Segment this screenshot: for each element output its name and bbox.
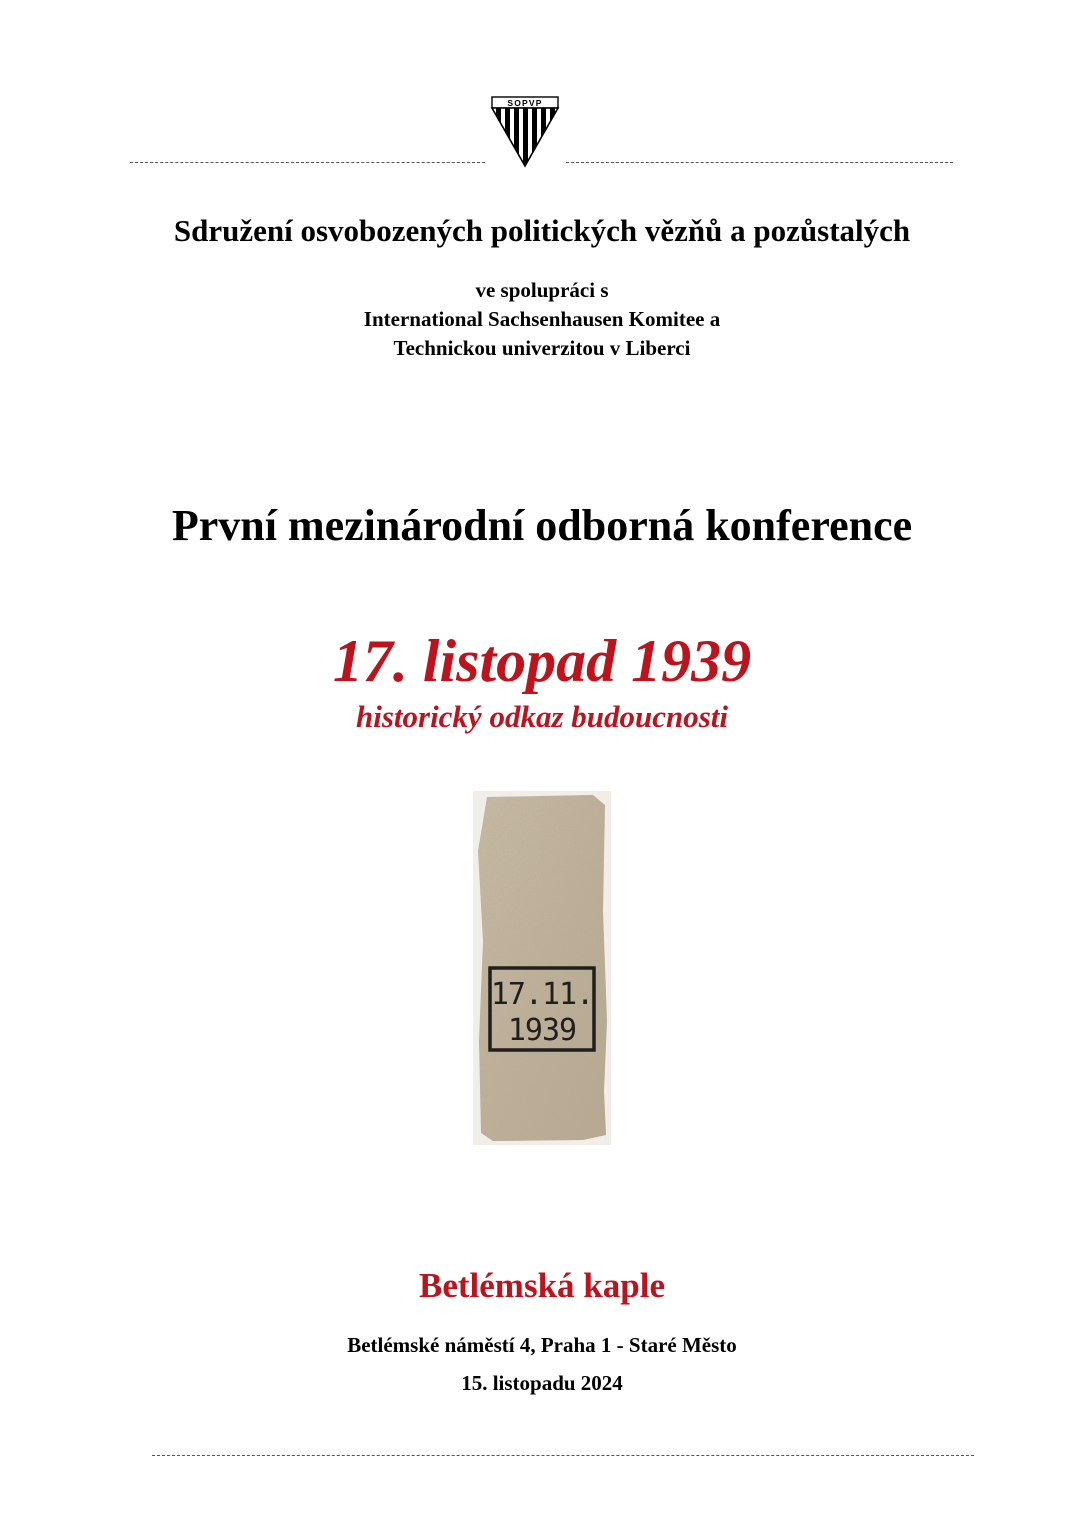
top-divider-right	[566, 162, 953, 163]
venue-address: Betlémské náměstí 4, Praha 1 - Staré Město	[347, 1333, 737, 1357]
cooperation-line-3: Technickou univerzitou v Liberci	[393, 336, 691, 360]
logo-text: SOPVP	[507, 98, 543, 108]
sopvp-logo	[490, 96, 560, 168]
fabric-armband-photo	[473, 791, 611, 1145]
cooperation-block	[0, 276, 1084, 363]
venue-name: Betlémská kaple	[419, 1266, 665, 1305]
sopvp-logo-icon	[490, 96, 560, 168]
cooperation-line-1: ve spolupráci s	[475, 278, 609, 302]
organization-title: Sdružení osvobozených politických vězňů a pozůstalých	[173, 213, 911, 248]
conference-subtitle: historický odkaz budoucnosti	[355, 699, 729, 734]
bottom-divider	[152, 1455, 974, 1456]
inscription-line-2: 1939	[507, 1013, 577, 1048]
conference-title: První mezinárodní odborná konference	[171, 501, 913, 550]
inscription-line-1: 17.11.	[490, 977, 594, 1012]
event-date: 15. listopadu 2024	[461, 1371, 623, 1395]
top-divider-left	[130, 162, 485, 163]
date-title: 17. listopad 1939	[332, 628, 752, 694]
cooperation-line-2: International Sachsenhausen Komitee a	[363, 307, 721, 331]
